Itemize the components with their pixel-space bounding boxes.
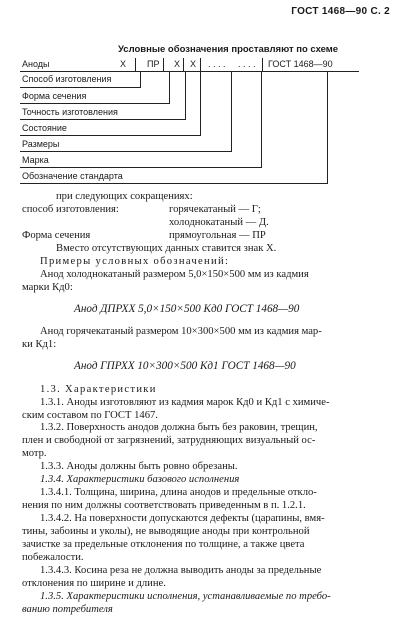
section-1-3-4-1: нения по ним должны соответствовать приведенным в п. 1.2.1.: [22, 500, 306, 512]
scheme-label: Способ изготовления: [22, 74, 112, 84]
abbr-section-label: Форма сечения: [22, 229, 91, 241]
field-separator: [135, 58, 136, 71]
section-1-3-4-3: 1.3.4.3. Косина реза не должна выводить аноды за предельные: [40, 565, 322, 577]
scheme-label: Размеры: [22, 139, 60, 149]
example-2-designation: Анод ГПРХХ 10×300×500 Кд1 ГОСТ 1468—90: [74, 359, 296, 372]
section-1-3-1: ским составом по ГОСТ 1467.: [22, 409, 158, 421]
field-separator: [262, 58, 263, 71]
scheme-field-2: ПР: [147, 59, 160, 69]
abbr-missing-note: Вместо отсутствующих данных ставится знак Х.: [56, 242, 277, 254]
example-1-text: марки Кд0:: [22, 281, 73, 293]
scheme-anody: Аноды: [22, 59, 50, 69]
section-1-3-4-3: отклонения по ширине и длине.: [22, 578, 166, 590]
section-1-3-4-2: побежалости.: [22, 552, 84, 564]
abbr-hot-rolled: горячекатаный — Г;: [169, 204, 261, 215]
section-1-3-2: мотр.: [22, 448, 47, 460]
abbr-cold-rolled: холоднокатаный — Д.: [169, 216, 269, 228]
leader-line: [20, 87, 141, 88]
leader-line: [20, 103, 170, 104]
field-separator: [163, 58, 164, 71]
leader-line: [140, 72, 141, 88]
section-1-3-heading: 1.3. Характеристики: [40, 383, 157, 395]
example-1-designation: Анод ДПРХХ 5,0×150×500 Кд0 ГОСТ 1468—90: [74, 302, 300, 315]
scheme-label: Обозначение стандарта: [22, 171, 123, 181]
section-1-3-5-heading: 1.3.5. Характеристики исполнения, устанавливаемые по требо-: [40, 591, 331, 602]
section-1-3-4-2: тины, забоины и уколы), не выводящие аноды при контрольной: [22, 526, 310, 538]
example-2-text: Анод горячекатаный размером 10×300×500 мм из кадмия мар-: [40, 325, 322, 337]
scheme-top-rule: [20, 71, 359, 72]
scheme-standard: ГОСТ 1468—90: [268, 59, 333, 69]
leader-line: [20, 119, 186, 120]
example-1-text: Анод холоднокатаный размером 5,0×150×500 мм из кадмия: [40, 268, 309, 280]
section-1-3-4-2: 1.3.4.2. На поверхности допускаются дефекты (царапины, вмя-: [40, 513, 325, 525]
scheme-field-3: Х: [174, 59, 181, 69]
scheme-field-1: Х: [120, 59, 127, 69]
section-1-3-4-1: 1.3.4.1. Толщина, ширина, длина анодов и предельные откло-: [40, 487, 317, 499]
leader-line: [327, 72, 328, 184]
section-1-3-2: 1.3.2. Поверхность анодов должна быть без раковин, трещин,: [40, 422, 318, 434]
section-1-3-4-heading: 1.3.4. Характеристики базового исполнения: [40, 474, 240, 486]
leader-line: [231, 72, 232, 152]
section-1-3-2: плен и свободной от загрязнений, затрудняющих визуальный ос-: [22, 435, 316, 447]
examples-heading: Примеры условных обозначений:: [40, 255, 230, 267]
leader-line: [20, 151, 232, 152]
scheme-label: Состояние: [22, 123, 67, 133]
scheme-caption: Условные обозначения проставляют по схеме: [118, 44, 339, 55]
scheme-dots-2: . . . .: [238, 59, 256, 69]
abbr-rectangular: прямоугольная — ПР: [169, 229, 266, 241]
section-1-3-5-heading: ванию потребителя: [22, 604, 113, 615]
leader-line: [20, 167, 262, 168]
field-separator: [183, 58, 184, 71]
leader-line: [20, 135, 201, 136]
leader-line: [169, 72, 170, 104]
leader-line: [185, 72, 186, 120]
abbr-intro: при следующих сокращениях:: [56, 191, 193, 202]
section-1-3-1: 1.3.1. Аноды изготовляют из кадмия марок Кд0 и Кд1 с химиче-: [40, 396, 330, 408]
leader-line: [200, 72, 201, 136]
field-separator: [200, 58, 201, 71]
page-header: ГОСТ 1468—90 С. 2: [291, 6, 390, 17]
example-2-text: ки Кд1:: [22, 338, 57, 350]
scheme-dots-1: . . . .: [208, 59, 226, 69]
scheme-field-4: Х: [190, 59, 197, 69]
scheme-label: Точность изготовления: [22, 107, 118, 117]
leader-line: [20, 183, 328, 184]
leader-line: [261, 72, 262, 168]
scheme-label: Форма сечения: [22, 91, 87, 101]
section-1-3-3: 1.3.3. Аноды должны быть ровно обрезаны.: [40, 461, 238, 473]
scheme-label: Марка: [22, 155, 49, 165]
abbr-method-label: способ изготовления:: [22, 204, 119, 215]
section-1-3-4-2: зачистке за предельные отклонения по толщине, а также цвета: [22, 539, 305, 551]
